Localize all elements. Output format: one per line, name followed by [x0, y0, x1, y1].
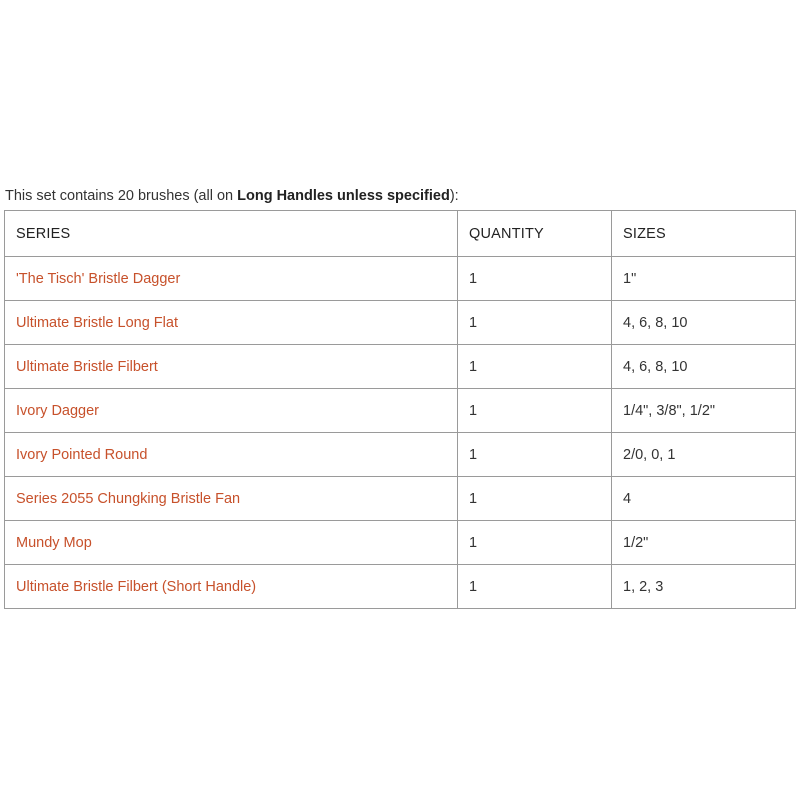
quantity-cell: 1 — [458, 257, 612, 301]
series-link[interactable]: Series 2055 Chungking Bristle Fan — [5, 477, 458, 521]
table-row — [5, 301, 796, 345]
table-row — [5, 389, 796, 433]
sizes-cell: 4, 6, 8, 10 — [612, 301, 796, 345]
table-row — [5, 521, 796, 565]
sizes-cell: 2/0, 0, 1 — [612, 433, 796, 477]
sizes-cell: 1/2" — [612, 521, 796, 565]
intro-suffix: ): — [449, 187, 459, 204]
sizes-cell: 1/4", 3/8", 1/2" — [612, 389, 796, 433]
header-series: SERIES — [5, 211, 458, 257]
header-quantity: QUANTITY — [458, 211, 612, 257]
series-link[interactable]: Ultimate Bristle Long Flat — [5, 301, 458, 345]
sizes-cell: 4, 6, 8, 10 — [612, 345, 796, 389]
table-row — [5, 433, 796, 477]
intro-text — [5, 186, 459, 206]
quantity-cell: 1 — [458, 521, 612, 565]
intro-prefix: This set contains 20 brushes (all on — [5, 187, 238, 204]
table-header-row — [5, 211, 796, 257]
quantity-cell: 1 — [458, 477, 612, 521]
sizes-cell: 4 — [612, 477, 796, 521]
quantity-cell: 1 — [458, 565, 612, 609]
quantity-cell: 1 — [458, 345, 612, 389]
series-link[interactable]: Mundy Mop — [5, 521, 458, 565]
quantity-cell: 1 — [458, 433, 612, 477]
table-row — [5, 477, 796, 521]
header-sizes: SIZES — [612, 211, 796, 257]
sizes-cell: 1" — [612, 257, 796, 301]
brush-set-table — [4, 210, 796, 609]
sizes-cell: 1, 2, 3 — [612, 565, 796, 609]
series-link[interactable]: Ivory Dagger — [5, 389, 458, 433]
series-link[interactable]: Ultimate Bristle Filbert (Short Handle) — [5, 565, 458, 609]
series-link[interactable]: 'The Tisch' Bristle Dagger — [5, 257, 458, 301]
table-row — [5, 257, 796, 301]
quantity-cell: 1 — [458, 389, 612, 433]
table-row — [5, 565, 796, 609]
series-link[interactable]: Ultimate Bristle Filbert — [5, 345, 458, 389]
intro-bold: Long Handles unless specified — [237, 187, 450, 204]
table-row — [5, 345, 796, 389]
series-link[interactable]: Ivory Pointed Round — [5, 433, 458, 477]
quantity-cell: 1 — [458, 301, 612, 345]
